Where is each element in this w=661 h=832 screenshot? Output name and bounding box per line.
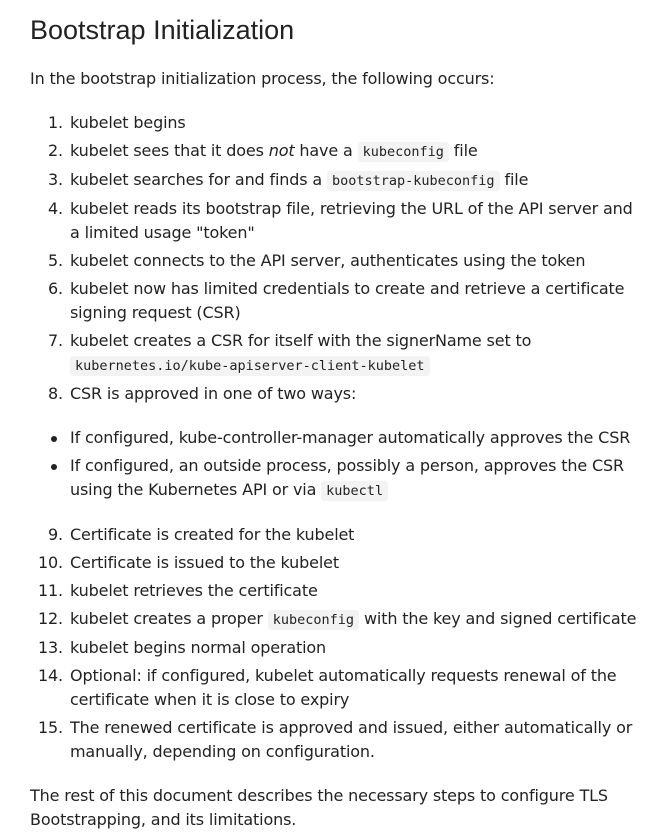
list-item: 3. kubelet searches for and finds a bootstrap-kubeconfig file bbox=[48, 170, 529, 189]
intro-paragraph: In the bootstrap initialization process, the following occurs: bbox=[30, 69, 495, 88]
list-item: 6. kubelet now has limited credentials to create and retrieve a certificate signing request (CSR) bbox=[48, 279, 625, 322]
inline-code: kubectl bbox=[321, 481, 388, 501]
steps-list-part1 bbox=[30, 111, 643, 406]
list-item: 13. kubelet begins normal operation bbox=[38, 638, 327, 657]
list-item: 15. The renewed certificate is approved and issued, either automatically or manually, depending on configuration. bbox=[38, 718, 633, 761]
bullet-dot-icon bbox=[51, 436, 57, 442]
steps-list-part2 bbox=[30, 523, 643, 764]
inline-code: bootstrap-kubeconfig bbox=[327, 171, 500, 191]
list-item: 7. kubelet creates a CSR for itself with the signerName set to kubernetes.io/kube-apiserver-client-kubelet bbox=[48, 331, 532, 374]
list-item: 9. Certificate is created for the kubelet bbox=[48, 525, 355, 544]
list-item: 2. kubelet sees that it does not have a kubeconfig file bbox=[48, 141, 478, 160]
inline-code: kubeconfig bbox=[358, 142, 449, 162]
list-item: 8. CSR is approved in one of two ways: bbox=[48, 384, 357, 403]
outro-paragraph: The rest of this document describes the necessary steps to configure TLS Bootstrapping, and its limitations. bbox=[30, 786, 608, 829]
inline-code: kubeconfig bbox=[268, 610, 359, 630]
list-item: 1. kubelet begins bbox=[48, 113, 186, 132]
bullet-item: If configured, kube-controller-manager automatically approves the CSR bbox=[30, 426, 643, 450]
list-item: 4. kubelet reads its bootstrap file, retrieving the URL of the API server and a limited usage "token" bbox=[48, 199, 633, 242]
inline-code: kubernetes.io/kube-apiserver-client-kubelet bbox=[70, 356, 430, 376]
list-item: 5. kubelet connects to the API server, authenticates using the token bbox=[48, 251, 586, 270]
bullet-item: If configured, an outside process, possibly a person, approves the CSR using the Kubernetes API or via kubectl bbox=[30, 454, 643, 503]
page-title: Bootstrap Initialization bbox=[30, 15, 295, 45]
bullet-dot-icon bbox=[51, 464, 57, 470]
list-item: 12. kubelet creates a proper kubeconfig with the key and signed certificate bbox=[38, 609, 637, 628]
list-item: 10. Certificate is issued to the kubelet bbox=[38, 553, 339, 572]
list-item: 14. Optional: if configured, kubelet automatically requests renewal of the certificate when it is close to expiry bbox=[38, 666, 617, 709]
list-item: 11. kubelet retrieves the certificate bbox=[38, 581, 318, 600]
approval-bullets bbox=[30, 426, 643, 503]
